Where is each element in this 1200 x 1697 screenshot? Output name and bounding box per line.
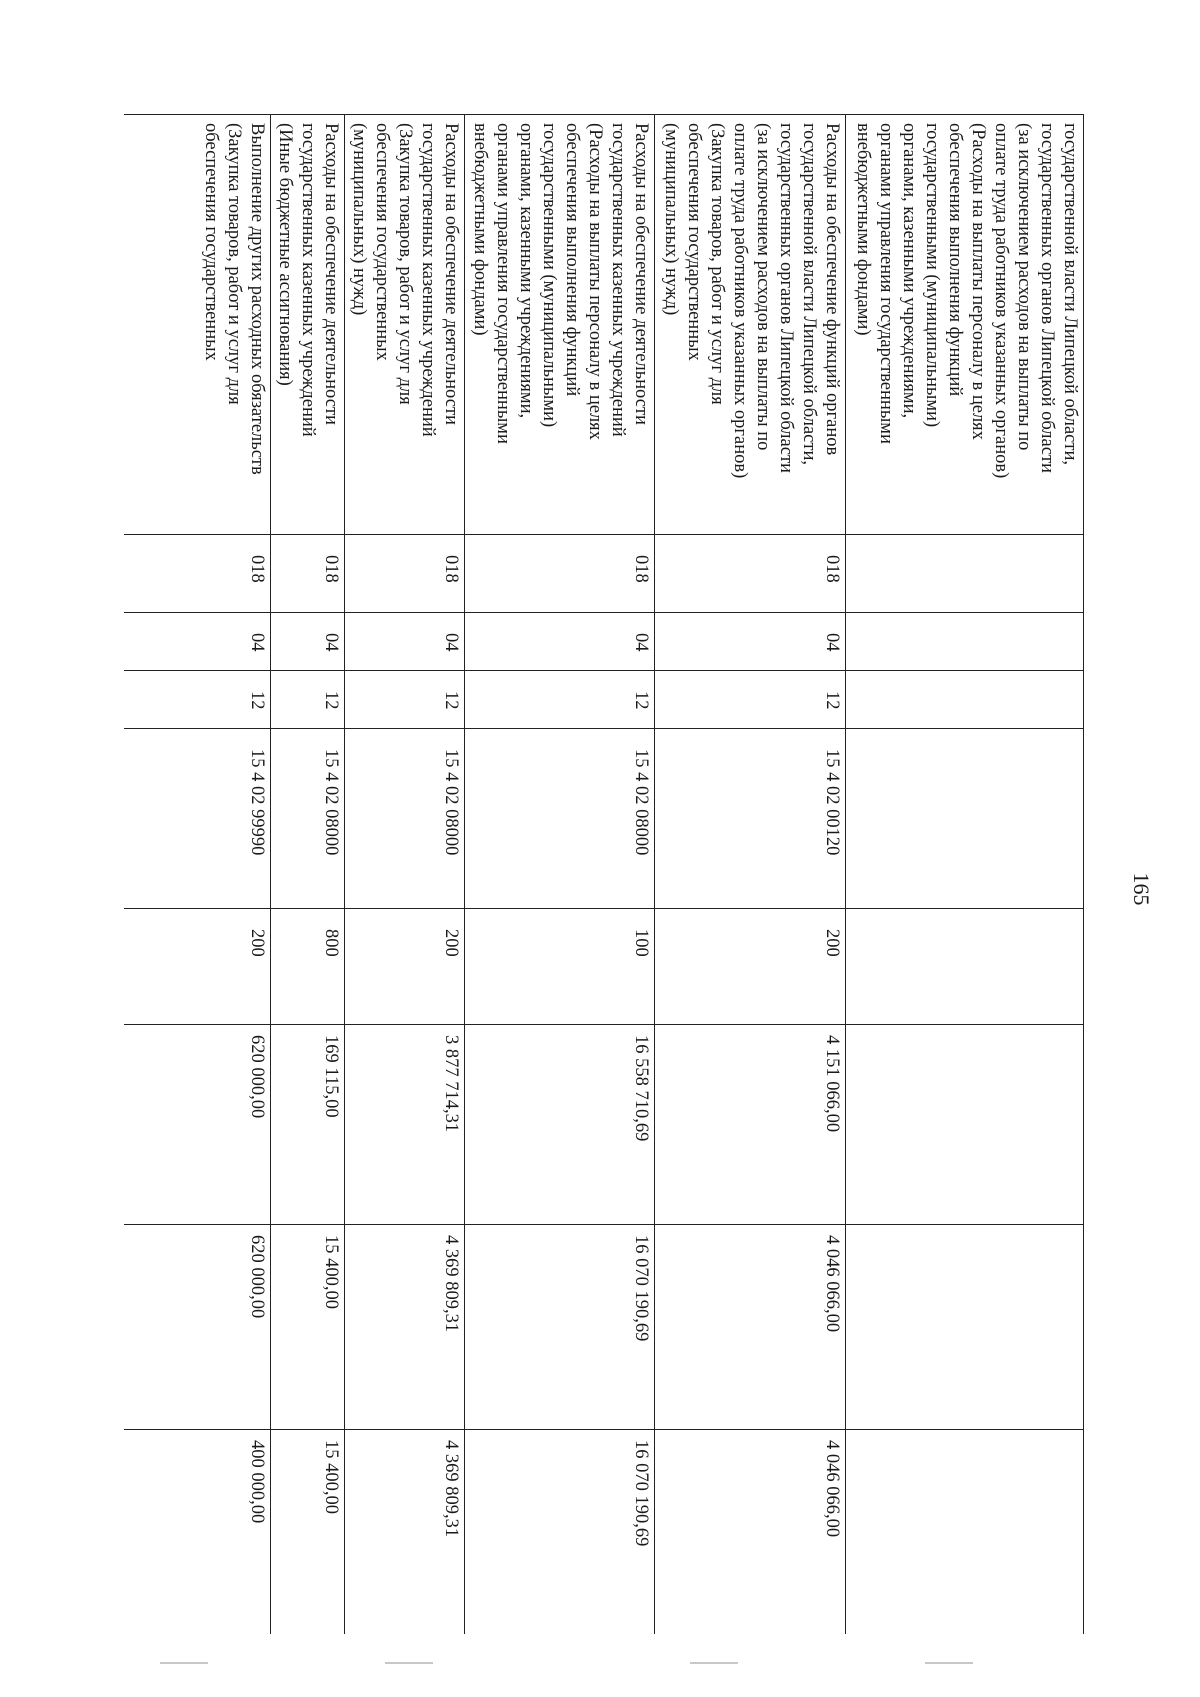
sum-year-2: 4 046 066,00	[655, 1225, 846, 1430]
table-row	[124, 115, 271, 1635]
row-name: Расходы на обеспечение деятельности государственных казенных учреждений (Расходы на выплаты персоналу в целях обеспечения выполнения функций государственными (муниципальными) органами, казенными учреждениями, органами управления государственными внебюджетными фондами)	[465, 115, 655, 535]
expense-type	[846, 909, 1084, 1025]
expense-type: 100	[465, 909, 655, 1025]
section-code: 04	[345, 613, 465, 671]
ministry-code: 018	[465, 535, 655, 613]
sum-year-1	[846, 1025, 1084, 1225]
section-code: 04	[465, 613, 655, 671]
target-article: 15 4 02 08000	[345, 729, 465, 909]
subsection-code: 12	[124, 671, 271, 729]
section-code: 04	[124, 613, 271, 671]
subsection-code	[846, 671, 1084, 729]
ministry-code	[846, 535, 1084, 613]
row-name: государственной власти Липецкой области, государственных органов Липецкой области (за исключением расходов на выплаты по оплате труда работников указанных органов) (Расходы на выплаты персоналу в целях обеспечения выполнения функций государственными (муниципальными) органами, казенными учреждениями, органами управления государственными внебюджетными фондами)	[846, 115, 1084, 535]
sum-year-3: 16 070 190,69	[465, 1430, 655, 1635]
budget-sheet	[124, 114, 1084, 1634]
target-article: 15 4 02 99990	[124, 729, 271, 909]
subsection-code: 12	[465, 671, 655, 729]
section-code	[846, 613, 1084, 671]
ministry-code: 018	[345, 535, 465, 613]
sum-year-1: 16 558 710,69	[465, 1025, 655, 1225]
sum-year-1: 169 115,00	[271, 1025, 345, 1225]
table-row	[345, 115, 465, 1635]
sum-year-3	[846, 1430, 1084, 1635]
sum-year-1: 4 151 066,00	[655, 1025, 846, 1225]
row-name: Расходы на обеспечение деятельности государственных казенных учреждений (Иные бюджетные ассигнования)	[271, 115, 345, 535]
subsection-code: 12	[345, 671, 465, 729]
sum-year-3: 4 046 066,00	[655, 1430, 846, 1635]
subsection-code: 12	[655, 671, 846, 729]
sum-year-2: 620 000,00	[124, 1225, 271, 1430]
sum-year-1: 620 000,00	[124, 1025, 271, 1225]
expense-type: 200	[655, 909, 846, 1025]
sum-year-2: 4 369 809,31	[345, 1225, 465, 1430]
table-row	[846, 115, 1084, 1635]
sum-year-2: 15 400,00	[271, 1225, 345, 1430]
sum-year-3: 400 000,00	[124, 1430, 271, 1635]
expense-type: 200	[345, 909, 465, 1025]
section-code: 04	[271, 613, 345, 671]
scan-artifact-line	[160, 1662, 208, 1664]
table-row	[655, 115, 846, 1635]
scan-artifact-line	[925, 1662, 973, 1664]
subsection-code: 12	[271, 671, 345, 729]
ministry-code: 018	[124, 535, 271, 613]
table-row	[271, 115, 345, 1635]
target-article: 15 4 02 08000	[271, 729, 345, 909]
scan-artifact-line	[385, 1662, 433, 1664]
section-code: 04	[655, 613, 846, 671]
row-name: Выполнение других расходных обязательств (Закупка товаров, работ и услуг для обеспечения государственных	[124, 115, 271, 535]
sum-year-3: 15 400,00	[271, 1430, 345, 1635]
target-article	[846, 729, 1084, 909]
budget-table	[124, 114, 1084, 1634]
table-row	[465, 115, 655, 1635]
sum-year-1: 3 877 714,31	[345, 1025, 465, 1225]
target-article: 15 4 02 08000	[465, 729, 655, 909]
sum-year-2	[846, 1225, 1084, 1430]
rotated-page-content	[124, 114, 1084, 1634]
sum-year-3: 4 369 809,31	[345, 1430, 465, 1635]
row-name: Расходы на обеспечение деятельности государственных казенных учреждений (Закупка товаров, работ и услуг для обеспечения государственных (муниципальных) нужд)	[345, 115, 465, 535]
expense-type: 800	[271, 909, 345, 1025]
page-number: 165	[1129, 872, 1154, 906]
scan-artifact-line	[690, 1662, 738, 1664]
ministry-code: 018	[655, 535, 846, 613]
sum-year-2: 16 070 190,69	[465, 1225, 655, 1430]
target-article: 15 4 02 00120	[655, 729, 846, 909]
row-name: Расходы на обеспечение функций органов государственной власти Липецкой области, государственных органов Липецкой области (за исключением расходов на выплаты по оплате труда работников указанных органов) (Закупка товаров, работ и услуг для обеспечения государственных (муниципальных) нужд)	[655, 115, 846, 535]
expense-type: 200	[124, 909, 271, 1025]
ministry-code: 018	[271, 535, 345, 613]
